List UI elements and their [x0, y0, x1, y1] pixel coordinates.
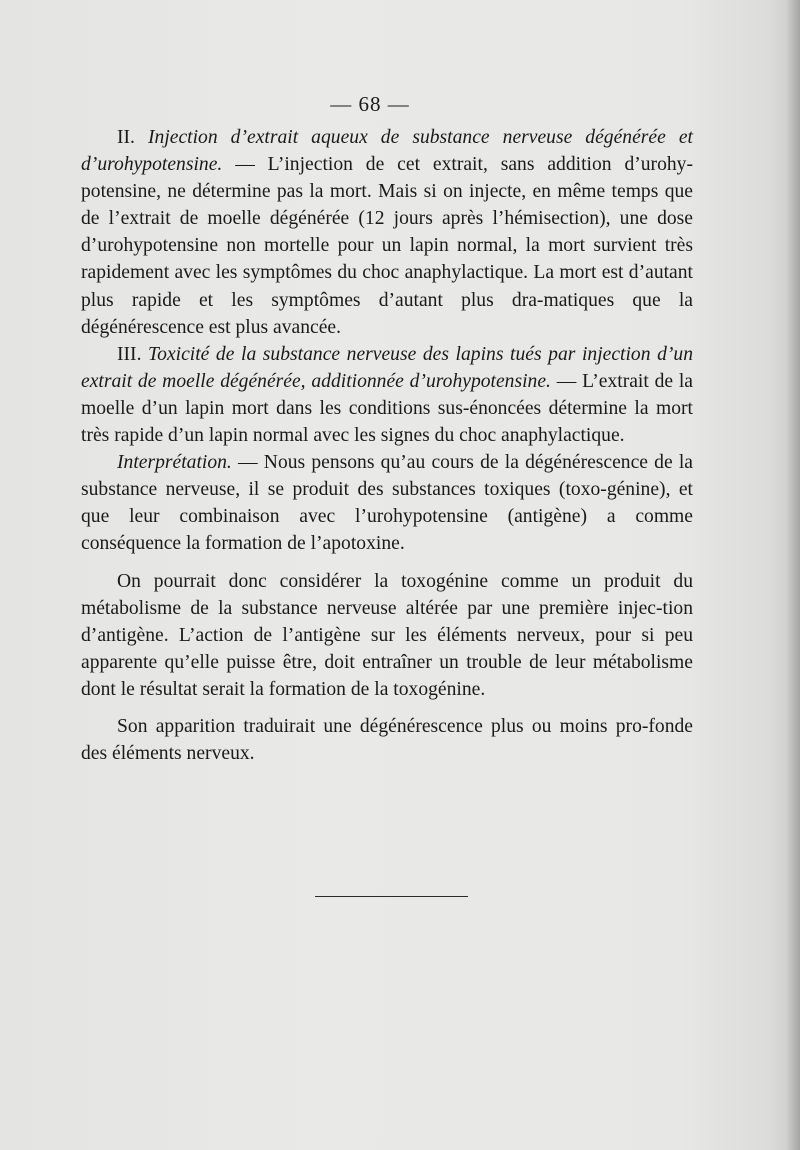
section-number: III.	[117, 343, 149, 365]
page-edge-shadow	[786, 0, 800, 1150]
paragraph-text: — Nous pensons qu’au cours de la dégénérescence de la substance nerveuse, il se produit des substances toxiques (toxo-génine), et que leur combinaison avec l’urohypotensine (antigène) a comme conséquence la formation de l’apotoxine.	[81, 452, 693, 555]
paragraph-text: On pourrait donc considérer la toxogénine comme un produit du métabolisme de la substance nerveuse altérée par une première injec-tion d’antigène. L’action de l’antigène sur les éléments nerveux, pour si peu apparente qu’elle puisse être, doit entraîner un trouble de leur métabolisme dont le résultat serait la formation de la toxogénine.	[81, 570, 693, 700]
paragraph-toxicite	[81, 341, 693, 449]
paragraph-apparition	[81, 713, 693, 767]
page-number: — 68 —	[330, 92, 410, 116]
section-heading: Injection d’extrait aqueux de substance nerveuse dégénérée et d’urohypotensine.	[81, 127, 693, 176]
paragraph-text: — L’extrait de la moelle d’un lapin mort dans les conditions sus-énoncées détermine la mort très rapide d’un lapin normal avec les signes du choc anaphylactique.	[81, 370, 693, 447]
body-text	[81, 124, 693, 767]
paragraph-interpretation	[81, 449, 693, 557]
paragraph-toxogenine	[81, 568, 693, 703]
paragraph-injection	[81, 124, 693, 341]
paragraph-text: Son apparition traduirait une dégénérescence plus ou moins pro-fonde des éléments nerveux.	[81, 715, 693, 765]
section-heading: Toxicité de la substance nerveuse des lapins tués par injection d’un extrait de moelle dégénérée, additionnée d’urohypotensine.	[81, 343, 693, 392]
end-rule-divider	[315, 896, 468, 897]
paragraph-text: — L’injection de cet extrait, sans addition d’urohy-potensine, ne détermine pas la mort. Mais si on injecte, en même temps que de l’extrait de moelle dégénérée (12 jours après l’hémisection), une dose d’urohypotensine non mortelle pour un lapin normal, la mort survient très rapidement avec les symptômes du choc anaphylactique. La mort est d’autant plus rapide et les symptômes d’autant plus dra-matiques que la dégénérescence est plus avancée.	[81, 154, 693, 338]
section-number: II.	[117, 127, 148, 148]
section-heading: Interprétation.	[117, 452, 232, 474]
